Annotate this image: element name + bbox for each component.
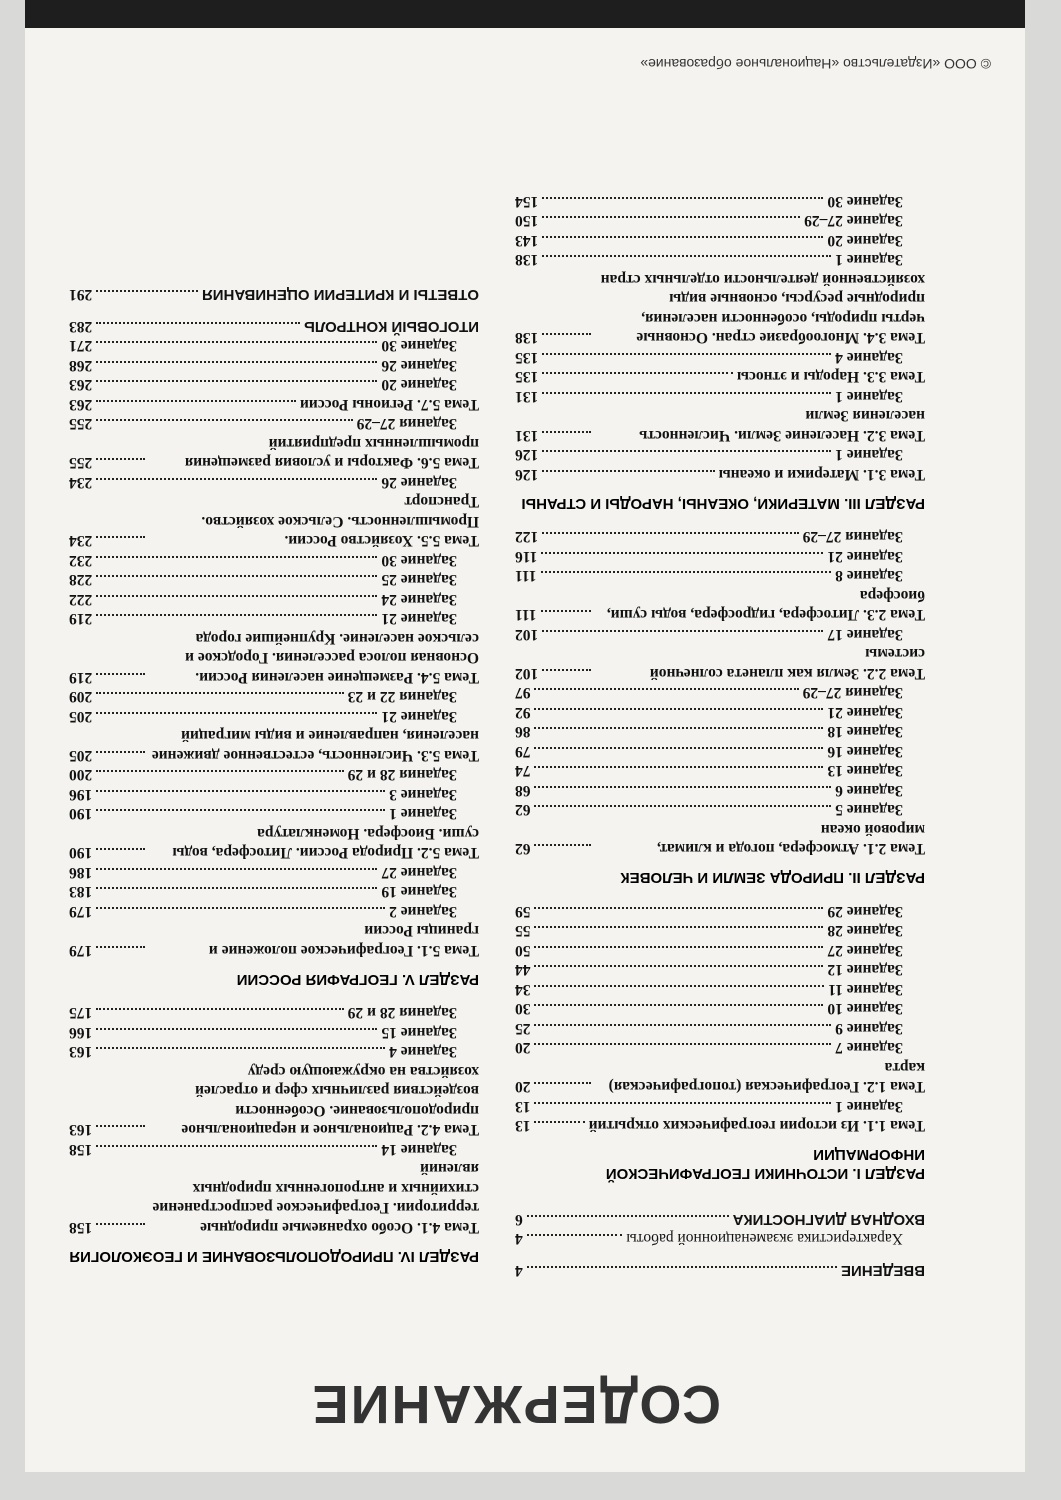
toc-page-number: 222 [69,591,93,608]
toc-entry-label: Задание 8 [835,567,903,585]
toc-leader-dots [535,806,832,808]
toc-entry[interactable] [515,941,925,961]
toc-entry-label: Задание 19 [381,883,457,901]
toc-entry[interactable] [515,1097,925,1117]
toc-entry[interactable] [515,406,925,445]
toc-leader-dots [542,451,831,453]
toc-entry-label: Тема 5.6. Факторы и условия размещения промышленных предприятий [184,435,479,472]
toc-page-number: 154 [515,193,539,210]
toc-entry[interactable] [515,742,925,762]
toc-leader-dots [542,197,823,199]
toc-page-number: 4 [515,1230,523,1248]
toc-leader-dots [541,552,823,554]
toc-page-number: 138 [515,329,539,347]
toc-entry-label: Тема 5.2. Природа России. Литосфера, воды суши. Биосфера. Номенклатура [172,825,479,862]
toc-entry-label: Тема 1.1. Из истории географических открытий [588,1117,925,1135]
toc-entry-label: Тема 5.3. Численность, естественное движение населения, направление и виды миграций [151,727,479,764]
toc-entry[interactable] [69,765,479,785]
toc-page-number: 86 [515,723,531,741]
toc-page-number: 291 [69,286,93,304]
toc-entry[interactable] [515,1210,925,1230]
toc-leader-dots [96,478,377,480]
toc-entry[interactable] [515,1261,925,1281]
toc-entry[interactable] [69,921,479,960]
toc-entry[interactable] [515,921,925,941]
toc-leader-dots [542,217,800,219]
toc-page-number: 111 [515,567,537,585]
toc-leader-dots [535,689,799,691]
toc-leader-dots [96,322,300,324]
toc-entry-label: Тема 4.1. Особо охраняемые природные территории. Географическое распространение стихийных и антропогенных природных явлений [152,1160,479,1236]
toc-entry-label: Тема 2.3. Литосфера, гидросфера, воды суши, биосфера [606,587,925,624]
toc-leader-dots [542,353,831,355]
toc-entry-label: Задания 28 и 29 [347,766,457,784]
toc-page-number: 116 [515,548,538,565]
toc-entry[interactable] [69,551,479,571]
toc-entry[interactable] [69,317,479,337]
toc-page-number: 62 [515,801,531,819]
toc-page-number: 44 [515,961,531,979]
toc-column-right [69,273,479,1280]
toc-entry[interactable] [515,722,925,742]
toc-leader-dots [542,630,823,632]
toc-leader-dots [541,572,832,574]
toc-entry[interactable] [69,687,479,707]
toc-entry-label: Задание 1 [389,805,457,823]
toc-entry[interactable] [69,570,479,590]
toc-entry[interactable] [515,566,925,586]
toc-section-heading: РАЗДЕЛ III. МАТЕРИКИ, ОКЕАНЫ, НАРОДЫ И СТРАНЫ [521,495,925,512]
toc-page-number: 268 [69,357,93,374]
toc-page-number: 263 [69,396,93,413]
toc-entry[interactable] [69,882,479,902]
toc-entry[interactable] [515,902,925,922]
toc-column-left [515,192,925,1281]
toc-page-number: 196 [69,786,93,803]
toc-leader-dots [96,615,377,617]
toc-entry-label: Задание 6 [835,782,903,799]
toc-entry-label: Задание 30 [827,193,903,210]
toc-page-number: 4 [515,1262,523,1279]
toc-entry[interactable] [515,1229,925,1249]
toc-leader-dots [535,1044,832,1046]
toc-entry-label: Задание 13 [827,762,903,780]
toc-entry-label: ОТВЕТЫ И КРИТЕРИИ ОЦЕНИВАНИЯ [201,286,479,304]
toc-entry[interactable] [515,703,925,723]
toc-entry[interactable] [69,804,479,824]
toc-leader-dots [96,537,145,539]
toc-leader-dots [542,533,798,535]
toc-leader-dots [96,907,385,909]
toc-entry[interactable] [515,1038,925,1058]
toc-entry-label: Задание 25 [381,571,457,589]
toc-leader-dots [527,1215,729,1217]
toc-entry[interactable] [515,1058,925,1097]
toc-entry[interactable] [69,1023,479,1043]
toc-page-number: 131 [515,388,539,405]
toc-entry[interactable] [69,1159,479,1237]
toc-leader-dots [535,845,592,847]
toc-entry[interactable] [69,707,479,727]
toc-page-number: 111 [515,606,537,624]
toc-entry-label: Задание 27 [827,942,903,959]
toc-entry[interactable] [515,348,925,368]
toc-section-heading: РАЗДЕЛ IV. ПРИРОДОПОЛЬЗОВАНИЕ И ГЕОЭКОЛОГИЯ [69,1248,479,1265]
toc-entry-label: Задание 28 [827,922,903,940]
toc-leader-dots [96,712,377,714]
toc-entry-label: Тема 2.2. Земля как планета солнечной системы [649,645,925,682]
toc-entry[interactable] [515,800,925,820]
toc-entry[interactable] [515,586,925,625]
toc-entry-label: Задание 5 [835,801,903,819]
toc-entry[interactable] [69,1140,479,1160]
toc-leader-dots [96,1145,377,1147]
toc-entry-label: Задание 15 [381,1024,457,1041]
toc-page-number: 20 [515,1078,531,1096]
toc-entry[interactable] [515,547,925,567]
toc-entry[interactable] [515,625,925,645]
toc-page-number: 62 [515,840,531,858]
toc-entry[interactable] [69,785,479,805]
toc-entry[interactable] [69,336,479,356]
toc-entry-label: Задания 28 и 29 [347,1004,457,1022]
toc-page-number: 255 [69,415,93,433]
toc-page-number: 179 [69,903,93,920]
toc-page-number: 200 [69,766,93,784]
toc-entry-label: Тема 3.3. Народы и этносы [736,368,925,386]
toc-entry[interactable] [515,387,925,407]
toc-page-number: 209 [69,688,93,706]
toc-entry[interactable] [69,726,479,765]
toc-entry-label: Задание 1 [835,446,903,464]
toc-entry[interactable] [69,609,479,629]
toc-page-number: 34 [515,981,531,998]
toc-page-number: 190 [69,805,93,823]
toc-leader-dots [96,693,343,695]
scan-edge-bar [25,0,1025,28]
toc-entry-label: Задание 1 [835,251,903,269]
toc-entry[interactable] [69,473,479,493]
toc-leader-dots [96,400,296,402]
toc-page-number: 234 [69,474,93,491]
toc-page-number: 234 [69,532,93,550]
toc-leader-dots [542,373,733,375]
toc-leader-dots [535,966,824,968]
toc-entry[interactable] [69,1062,479,1140]
toc-page-number: 92 [515,704,531,721]
toc-leader-dots [535,927,824,929]
toc-leader-dots [542,470,714,472]
toc-page-number: 79 [515,743,531,760]
toc-entry-label: Задание 1 [835,388,903,405]
toc-entry-label: Задание 2 [389,903,457,920]
toc-entry-label: Задание 21 [381,610,457,628]
toc-page-number: 166 [69,1024,93,1041]
toc-page-number: 263 [69,376,93,394]
toc-entry-label: Тема 2.1. Атмосфера, погода и климат, мировой океан [657,821,925,858]
copyright: © ООО «Издательство «Национальное образование» [640,56,991,72]
toc-leader-dots [542,236,823,238]
toc-leader-dots [96,790,385,792]
toc-entry-label: Задание 26 [381,474,457,491]
toc-page-number: 122 [515,528,539,546]
toc-page-number: 143 [515,232,539,249]
toc-entry-label: Задания 27–29 [356,415,457,433]
toc-entry-label: Тема 3.2. Население Земли. Численность населения Земли [639,407,925,444]
toc-leader-dots [96,1223,145,1225]
toc-entry[interactable] [69,863,479,883]
toc-page-number: 68 [515,782,531,799]
toc-leader-dots [542,669,591,671]
toc-entry-label: Задание 14 [381,1141,457,1158]
toc-page-number: 59 [515,903,531,920]
toc-page-number: 183 [69,883,93,901]
toc-entry[interactable] [69,356,479,376]
toc-entry-label: Задание 20 [827,232,903,249]
toc-leader-dots [535,1102,832,1104]
toc-entry[interactable] [515,644,925,683]
toc-page-number: 135 [515,368,539,386]
toc-entry[interactable] [69,590,479,610]
toc-entry[interactable] [69,492,479,551]
toc-entry-label: Задание 1 [835,1098,903,1115]
toc-leader-dots [542,431,591,433]
toc-page-number: 158 [69,1219,93,1236]
toc-page-number: 190 [69,844,93,862]
toc-leader-dots [96,849,145,851]
toc-entry[interactable] [515,999,925,1019]
toc-entry-label: Задание 20 [381,376,457,394]
toc-entry-label: Задание 24 [381,591,457,608]
toc-leader-dots [535,1083,592,1085]
toc-page-number: 135 [515,349,539,366]
toc-entry[interactable] [69,395,479,415]
toc-page-number: 255 [69,454,93,472]
toc-leader-dots [535,1005,824,1007]
toc-page-number: 55 [515,922,531,940]
toc-entry[interactable] [69,434,479,473]
toc-leader-dots [96,576,377,578]
toc-page-number: 232 [69,552,93,569]
toc-entry[interactable] [515,1116,925,1136]
toc-leader-dots [535,1122,585,1124]
toc-section-heading: РАЗДЕЛ V. ГЕОГРАФИЯ РОССИИ [236,971,479,988]
toc-page-number: 158 [69,1141,93,1158]
toc-page-number: 97 [515,684,531,702]
toc-entry-label: Тема 3.4. Многообразие стран. Основные черты природы, особенности населения, природные ресурсы, основные виды хозяйственной деятельности отдельных стран [600,271,925,347]
toc-entry-label: Задание 26 [381,357,457,374]
toc-page-number: 20 [515,1039,531,1057]
toc-leader-dots [96,291,198,293]
toc-page-number: 13 [515,1117,531,1135]
toc-leader-dots [96,1048,385,1050]
toc-entry[interactable] [515,270,925,348]
toc-page-number: 102 [515,626,539,643]
toc-entry-label: Тема 3.1. Материки и океаны [718,466,925,483]
toc-entry[interactable] [69,414,479,434]
toc-leader-dots [535,747,824,749]
toc-leader-dots [535,907,824,909]
toc-entry[interactable] [515,465,925,485]
toc-entry[interactable] [69,285,479,305]
toc-leader-dots [535,767,824,769]
toc-leader-dots [542,392,831,394]
toc-section-heading: РАЗДЕЛ I. ИСТОЧНИКИ ГЕОГРАФИЧЕСКОЙ ИНФОРМАЦИИ [605,1146,925,1183]
toc-entry-label: Задание 7 [835,1039,903,1057]
toc-page-number: 13 [515,1098,531,1115]
toc-entry[interactable] [69,375,479,395]
toc-leader-dots [96,1028,377,1030]
toc-entry[interactable] [69,1003,479,1023]
toc-leader-dots [96,381,377,383]
toc-entry-label: Тема 5.7. Регионы России [299,396,479,413]
toc-entry-label: Задание 4 [389,1043,457,1061]
toc-leader-dots [542,334,591,336]
toc-entry-label: Задание 27–29 [804,212,903,230]
toc-leader-dots [96,459,145,461]
toc-leader-dots [96,888,377,890]
toc-page-number: 205 [69,747,93,764]
toc-entry-label: Задания 22 и 23 [347,688,457,706]
toc-page-number: 163 [69,1043,93,1061]
toc-page-number: 6 [515,1211,523,1228]
toc-entry-label: Тема 5.5. Хозяйство России. Промышленность. Сельское хозяйство. Транспорт [201,493,479,550]
toc-entry-label: Задание 11 [828,981,903,998]
toc-page-number: 271 [69,337,93,355]
toc-leader-dots [96,595,377,597]
toc-entry-label: ВВЕДЕНИЕ [841,1262,925,1279]
toc-leader-dots [96,556,377,558]
toc-entry[interactable] [515,250,925,270]
toc-page-number: 179 [69,942,93,959]
toc-entry[interactable] [515,960,925,980]
toc-entry[interactable] [515,761,925,781]
toc-leader-dots [96,1126,145,1128]
toc-entry-label: Задание 3 [389,786,457,803]
toc-leader-dots [96,1009,343,1011]
toc-page-number: 205 [69,708,93,725]
toc-entry[interactable] [69,902,479,922]
toc-page-number: 283 [69,318,93,335]
toc-entry-label: Задание 30 [381,337,457,355]
toc-leader-dots [541,611,591,613]
toc-section-heading: РАЗДЕЛ II. ПРИРОДА ЗЕМЛИ И ЧЕЛОВЕК [620,869,925,887]
toc-entry-label: Тема 5.1. Географическое положение и границы России [208,922,479,959]
toc-page-number: 126 [515,466,539,483]
toc-leader-dots [96,342,377,344]
toc-page-number: 50 [515,942,531,959]
toc-leader-dots [96,810,385,812]
toc-entry[interactable] [515,192,925,212]
toc-entry-label: Задания 27–29 [802,684,903,702]
toc-entry[interactable] [515,527,925,547]
toc-entry[interactable] [515,820,925,859]
toc-entry[interactable] [515,211,925,231]
toc-entry-label: Задание 4 [835,349,903,366]
toc-entry[interactable] [69,629,479,688]
toc-leader-dots [527,1235,623,1237]
toc-page-number: 163 [69,1121,93,1139]
toc-leader-dots [96,361,377,363]
toc-leader-dots [535,985,825,987]
toc-leader-dots [96,420,352,422]
toc-entry[interactable] [515,445,925,465]
toc-entry[interactable] [515,683,925,703]
toc-entry-label: Тема 1.2. Географическая (топографическая) карта [608,1059,925,1096]
toc-page-number: 25 [515,1020,531,1037]
toc-page-number: 138 [515,251,539,269]
toc-leader-dots [96,868,377,870]
toc-entry-label: Характеристика экзаменационной работы [626,1230,903,1248]
toc-entry-label: ВХОДНАЯ ДИАГНОСТИКА [732,1211,925,1228]
toc-leader-dots [527,1266,837,1268]
toc-leader-dots [96,751,145,753]
toc-page-number: 186 [69,864,93,881]
toc-entry-label: Тема 4.2. Рациональное и нерациональное природопользование. Особенности воздействия различных сфер и отраслей хозяйства на окружающую среду [181,1063,479,1139]
toc-page-number: 131 [515,427,539,444]
toc-page-number: 150 [515,212,539,230]
toc-leader-dots [535,1024,832,1026]
toc-leader-dots [96,946,145,948]
toc-entry-label: Задание 12 [827,961,903,979]
toc-page-number: 219 [69,669,93,686]
toc-entry-label: Задание 18 [827,723,903,741]
toc-entry-label: Задание 27 [381,864,457,881]
toc-leader-dots [96,771,343,773]
toc-page-number: 219 [69,610,93,628]
toc-page-number: 30 [515,1000,531,1018]
toc-entry-label: Задание 21 [381,708,457,725]
toc-leader-dots [535,786,832,788]
toc-entry-label: Задание 10 [827,1000,903,1018]
toc-leader-dots [535,728,824,730]
toc-page-number: 126 [515,446,539,464]
toc-entry-label: Задания 27–29 [802,528,903,546]
toc-leader-dots [542,256,831,258]
toc-entry-label: Задание 21 [827,548,903,565]
toc-entry[interactable] [515,231,925,251]
toc-leader-dots [96,673,145,675]
toc-entry-label: Задание 29 [827,903,903,920]
toc-leader-dots [535,946,824,948]
toc-entry-label: ИТОГОВЫЙ КОНТРОЛЬ [304,318,479,335]
toc-entry[interactable] [515,980,925,1000]
toc-page-number: 102 [515,665,539,682]
toc-entry[interactable] [515,367,925,387]
toc-entry-label: Задание 16 [827,743,903,760]
toc-entry-label: Задание 17 [827,626,903,643]
toc-page-number: 175 [69,1004,93,1022]
toc-entry[interactable] [515,1019,925,1039]
page-title: СОДЕРЖАНИЕ [310,1374,721,1434]
toc-entry[interactable] [515,781,925,801]
toc-entry-label: Тема 5.4. Размещение населения России. Основная полоса расселения. Городское и сельское население. Крупнейшие города [185,630,479,686]
toc-entry[interactable] [69,824,479,863]
toc-page-number: 74 [515,762,531,780]
toc-entry-label: Задание 21 [827,704,903,721]
toc-entry-label: Задание 30 [381,552,457,569]
toc-page-number: 228 [69,571,93,589]
toc-leader-dots [535,708,824,710]
toc-entry[interactable] [69,1042,479,1062]
toc-entry-label: Задание 9 [835,1020,903,1037]
